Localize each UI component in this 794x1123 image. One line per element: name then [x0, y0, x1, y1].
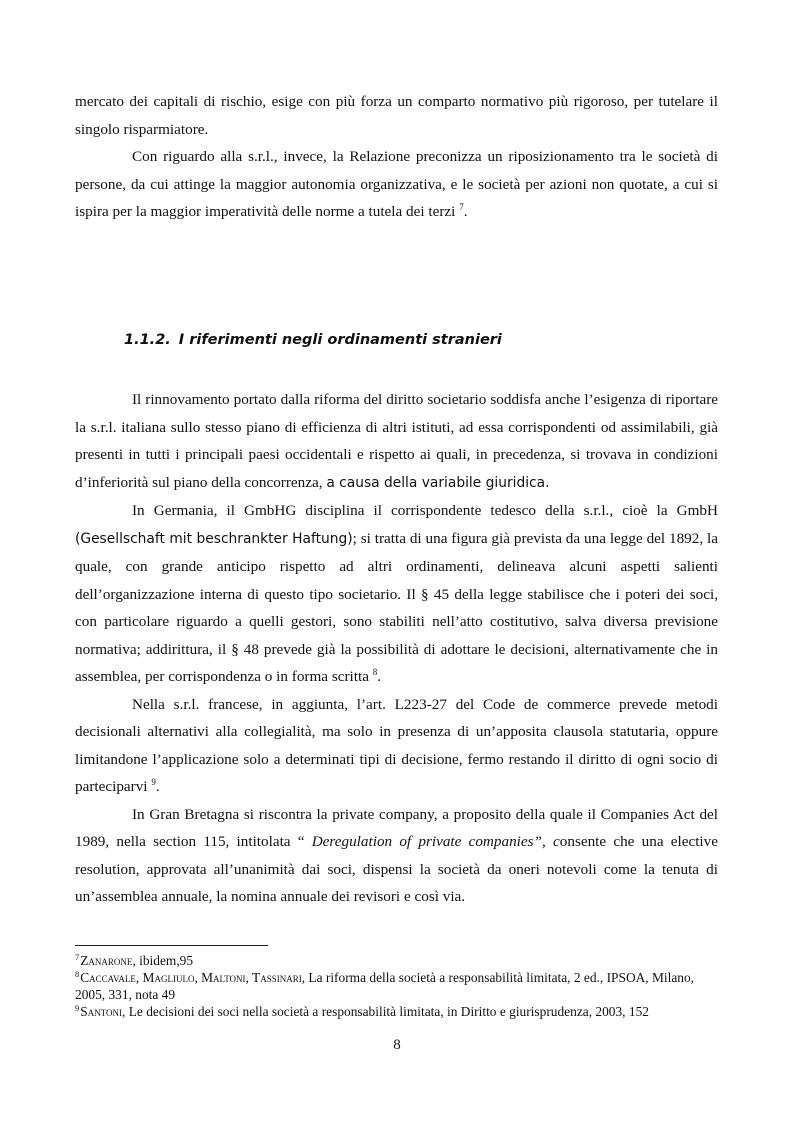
paragraph: Il rinnovamento portato dalla riforma del diritto societario soddisfa anche l’esigenza di riportare la s.r.l. italiana sullo stesso piano di efficienza di altri istituti, ad essa corrispondenti od assimilabili, già presenti in tutti i principali paesi occidentali e rispetto ai quali, in precedenza, si trovava in condizioni d’inferiorità sul piano della concorrenza, a causa della variabile giuridica. — [75, 391, 718, 491]
section-heading — [124, 332, 502, 348]
page-number: 8 — [393, 1037, 401, 1053]
footnotes — [75, 952, 718, 1020]
paragraph: mercato dei capitali di rischio, esige con più forza un comparto normativo più rigoroso, per tutelare il singolo risparmiatore. — [75, 93, 718, 138]
section-title: I riferimenti negli ordinamenti stranieri — [178, 332, 502, 348]
section-number: 1.1.2. — [124, 332, 171, 348]
footnote-separator — [75, 945, 268, 946]
paragraph: Nella s.r.l. francese, in aggiunta, l’art. L223-27 del Code de commerce prevede metodi decisionali alternativi alla collegialità, ma solo in presenza di un’apposita clausola statutaria, oppure limitandone l’applicazione solo a determinati tipi di decisione, fermo restando il diritto di ogni socio di parteciparvi $^9$. — [75, 695, 718, 795]
section-body — [75, 386, 718, 911]
paragraph: In Germania, il GmbHG disciplina il corrispondente tedesco della s.r.l., cioè la GmbH (Gesellschaft mit beschrankter Haftung); si tratta di una figura già prevista da una legge del 1892, la quale, con grande anticipo rispetto ad altri ordinamenti, delineava alcuni aspetti salienti dell’organizzazione interna di questo tipo societario. Il § 45 della legge stabilisce che i poteri dei soci, con particolare riguardo a quelli gestori, sono stabiliti nell’atto costitutivo, salva diversa previsione normativa; addirittura, il § 48 prevede già la possibilità di adottare le decisioni, alternativamente che in assemblea, per corrispondenza o in forma scritta $^8$. — [75, 502, 719, 685]
body-top — [75, 88, 718, 226]
footnote: $^8$Caccavale, Magliulo, Maltoni, Tassinari, La riforma della società a responsabilità limitata, 2 ed., IPSOA, Milano, 2005, 331, nota 49 — [75, 968, 695, 1002]
footnote: $^9$Santoni, Le decisioni dei soci nella società a responsabilità limitata, in Diritto e giurisprudenza, 2003, 152 — [75, 1002, 649, 1019]
footnote-ref[interactable]: 7 — [459, 201, 464, 212]
footnote-ref[interactable]: 8 — [372, 666, 378, 677]
footnote: $^7$Zanarone, ibidem,95 — [75, 951, 194, 968]
paragraph: In Gran Bretagna si riscontra la private company, a proposito della quale il Companies Act del 1989, nella section 115, intitolata “ Deregulation of private companies”, consente che una elective resolution, approvata all’unanimità dai soci, dispensi la società da oneri notevoli come la tenuta di un’assemblea annuale, la nomina annuale dei revisori e così via. — [75, 805, 718, 905]
footnote-ref[interactable]: 9 — [151, 776, 156, 787]
paragraph: Con riguardo alla s.r.l., invece, la Relazione preconizza un riposizionamento tra le società di persone, da cui attinge la maggior autonomia organizzativa, e le società per azioni non quotate, a cui si ispira per la maggior imperatività delle norme a tutela dei terzi $^7$. — [75, 148, 718, 220]
